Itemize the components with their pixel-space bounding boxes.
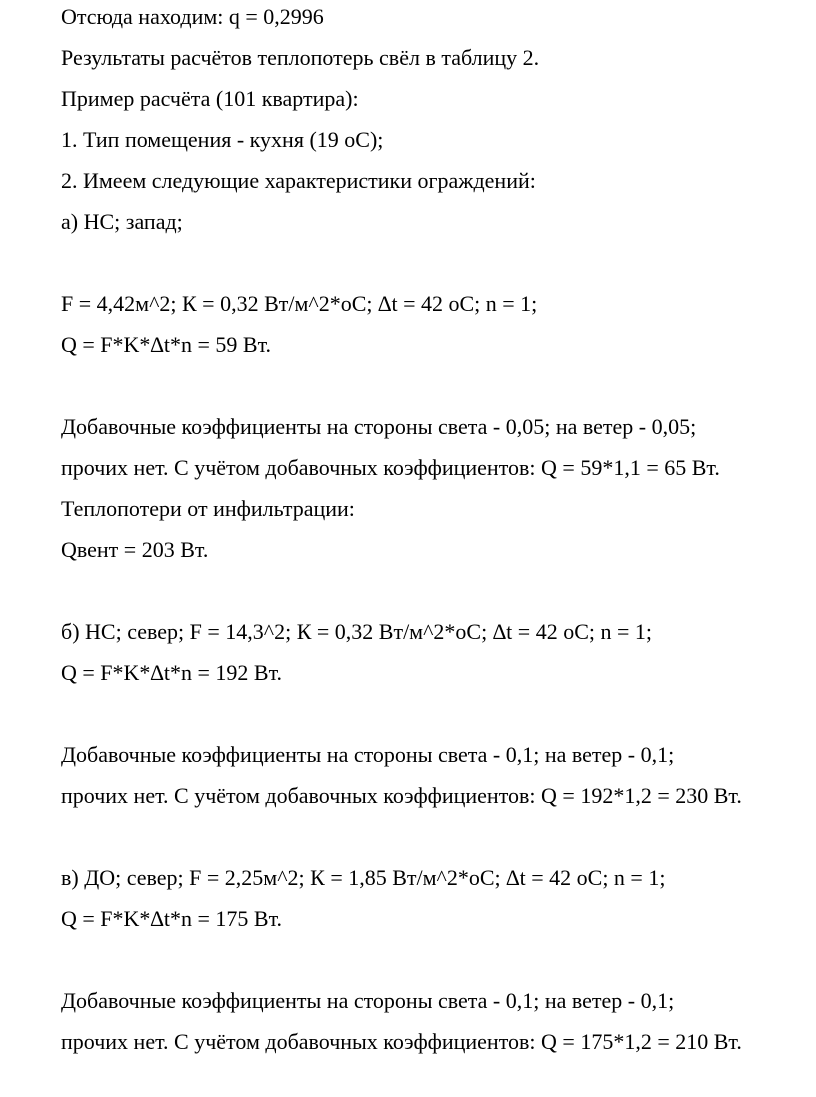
text-line: Добавочные коэффициенты на стороны света - 0,05; на ветер - 0,05; — [61, 414, 697, 439]
formula-line: в) ДО; север; F = 2,25м^2; К = 1,85 Вт/м^2*оС; ∆t = 42 оС; n = 1; — [61, 865, 666, 890]
formula-line: Q = F*K*∆t*n = 59 Вт. — [61, 332, 272, 357]
text-line: прочих нет. С учётом добавочных коэффициентов: Q = 192*1,2 = 230 Вт. — [61, 783, 742, 808]
text-line: Пример расчёта (101 квартира): — [61, 86, 359, 111]
formula-line: Q = F*K*∆t*n = 175 Вт. — [61, 906, 283, 931]
text-line: Теплопотери от инфильтрации: — [61, 496, 355, 521]
text-line: прочих нет. С учётом добавочных коэффициентов: Q = 59*1,1 = 65 Вт. — [61, 455, 720, 480]
text-line: Результаты расчётов теплопотерь свёл в таблицу 2. — [61, 45, 540, 70]
formula-line: F = 4,42м^2; К = 0,32 Вт/м^2*оС; ∆t = 42 оС; n = 1; — [61, 291, 538, 316]
text-line: Отсюда находим: q = 0,2996 — [61, 4, 324, 29]
text-line: 1. Тип помещения - кухня (19 оС); — [61, 127, 384, 152]
text-line: 2. Имеем следующие характеристики ограждений: — [61, 168, 536, 193]
text-line: а) НС; запад; — [61, 209, 183, 234]
text-line: Qвент = 203 Вт. — [61, 537, 209, 562]
text-line: Добавочные коэффициенты на стороны света - 0,1; на ветер - 0,1; — [61, 988, 675, 1013]
formula-line: б) НС; север; F = 14,3^2; К = 0,32 Вт/м^2*оС; ∆t = 42 оС; n = 1; — [61, 619, 653, 644]
text-line: Добавочные коэффициенты на стороны света - 0,1; на ветер - 0,1; — [61, 742, 675, 767]
formula-line: Q = F*K*∆t*n = 192 Вт. — [61, 660, 283, 685]
text-line: прочих нет. С учётом добавочных коэффициентов: Q = 175*1,2 = 210 Вт. — [61, 1029, 742, 1054]
